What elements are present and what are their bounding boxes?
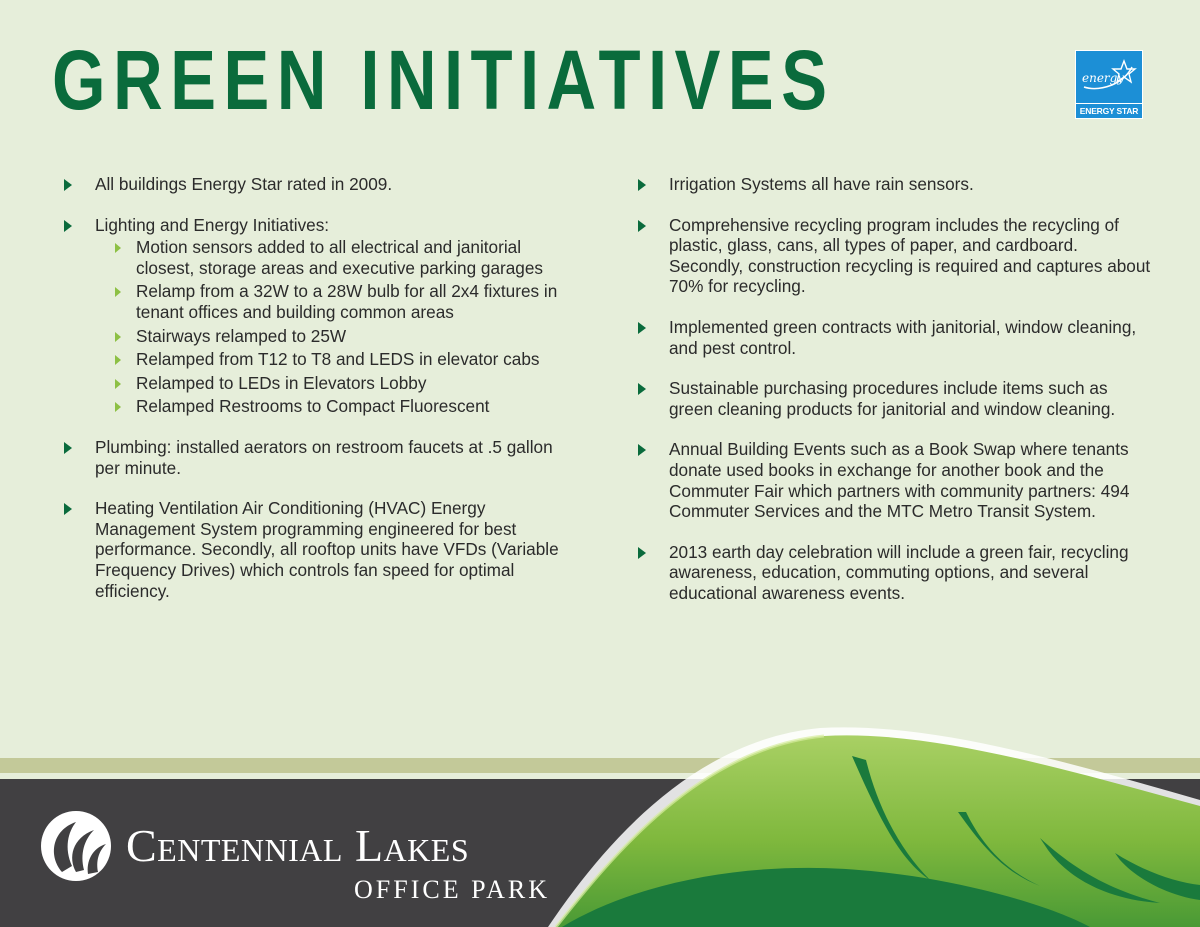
item-text: Plumbing: installed aerators on restroom faucets at .5 gallon per minute. <box>95 436 553 478</box>
item-text: Sustainable purchasing procedures include items such as green cleaning products for janitorial and window cleaning. <box>669 378 1116 419</box>
item-text: Irrigation Systems all have rain sensors. <box>669 174 974 194</box>
subitem-text: Motion sensors added to all electrical and janitorial closest, storage areas and executive parking garages <box>136 237 544 278</box>
page-title: GREEN INITIATIVES <box>52 33 835 127</box>
energy-star-label: ENERGY STAR <box>1076 103 1142 118</box>
subitem-text: Relamped to LEDs in Elevators Lobby <box>136 372 427 393</box>
item-text: Lighting and Energy Initiatives: <box>95 214 330 235</box>
subitem-text: Stairways relamped to 25W <box>136 325 347 346</box>
leaf-swirl-icon <box>38 808 114 884</box>
brand-name: Centennial Lakes <box>126 820 470 871</box>
item-text: All buildings Energy Star rated in 2009. <box>95 174 393 194</box>
subitem-text: Relamped Restrooms to Compact Fluorescent <box>136 396 490 417</box>
item-text: Implemented green contracts with janitorial, window cleaning, and pest control. <box>669 316 1137 358</box>
subitem-text: Relamp from a 32W to a 28W bulb for all 2x4 fixtures in tenant offices and building common areas <box>136 281 558 322</box>
subitem-text: Relamped from T12 to T8 and LEDS in elevator cabs <box>136 349 540 370</box>
item-text: Heating Ventilation Air Conditioning (HVAC) Energy Management System programming engineered for best performance. Secondly, all rooftop units have VFDs (Variable Frequency Drives) which controls fan speed for optimal efficiency. <box>95 498 559 601</box>
energy-star-word: energy <box>1082 71 1125 85</box>
brand-subtitle: OFFICE PARK <box>354 875 551 904</box>
item-text: Annual Building Events such as a Book Swap where tenants donate used books in exchange for another book and the Commuter Fair which partners with community partners: 494 Commuter Services and the MTC Metro Transit System. <box>669 439 1130 522</box>
item-text: 2013 earth day celebration will include a green fair, recycling awareness, education, commuting options, and several educational awareness events. <box>669 541 1129 603</box>
item-text: Comprehensive recycling program includes the recycling of plastic, glass, cans, all types of paper, and cardboard. Secondly, construction recycling is required and captures about 70% for recycling. <box>669 214 1151 297</box>
